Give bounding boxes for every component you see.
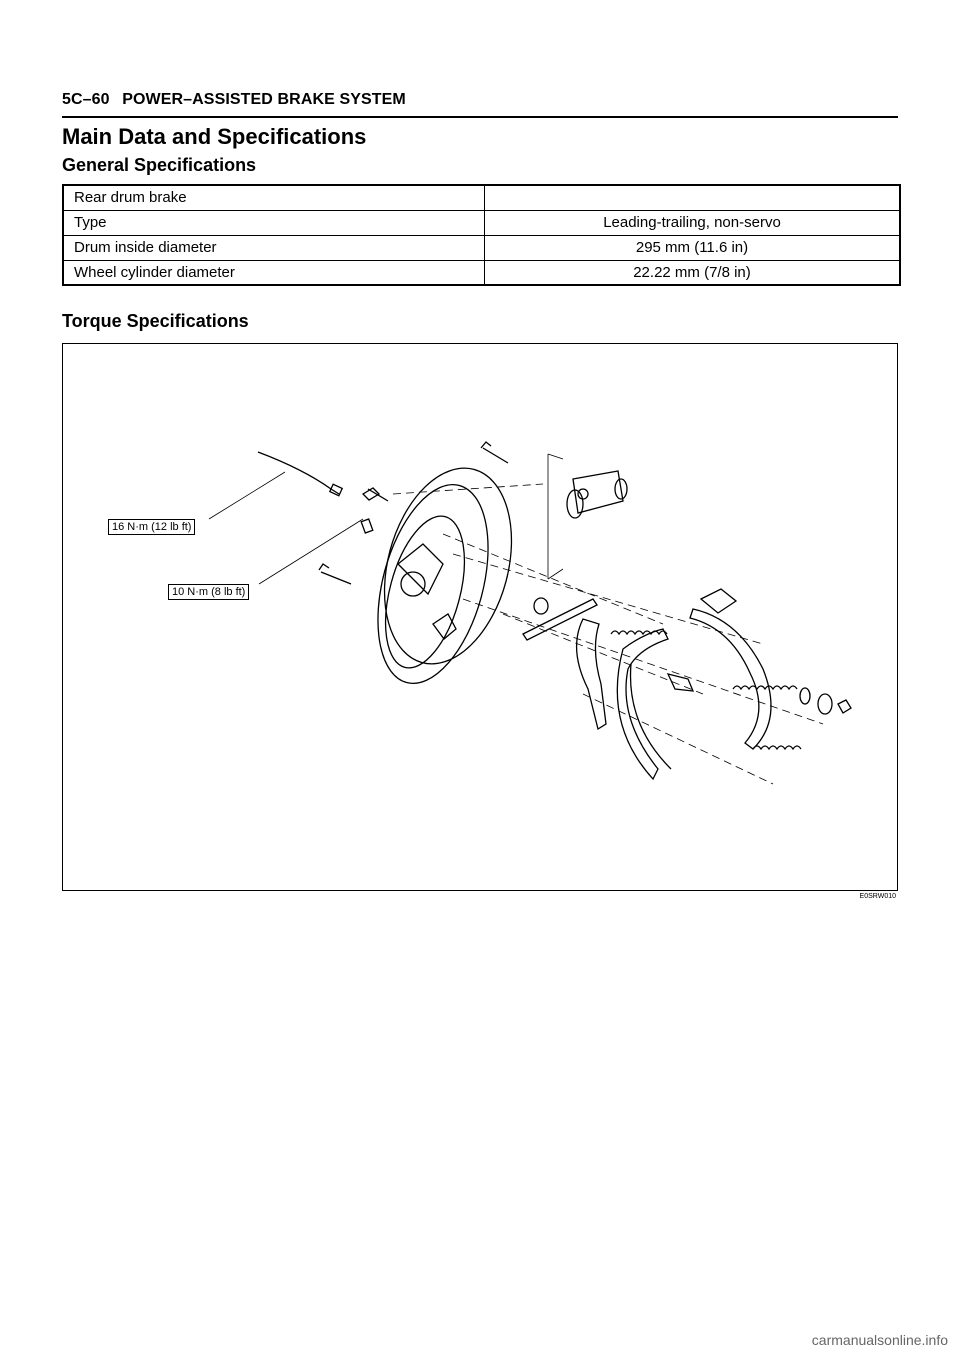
torque-specifications-heading: Torque Specifications xyxy=(62,311,249,331)
section-number: 5C–60 xyxy=(62,91,110,108)
page-header xyxy=(62,91,406,109)
torque-label-cable: 16 N·m (12 lb ft) xyxy=(108,519,195,535)
spec-label: Type xyxy=(63,210,485,235)
spec-value: Leading-trailing, non-servo xyxy=(485,210,901,235)
figure-code: E0SRW010 xyxy=(859,893,896,900)
spring xyxy=(753,746,801,749)
table-row xyxy=(63,210,900,235)
spec-value: 295 mm (11.6 in) xyxy=(485,235,901,260)
table-row xyxy=(63,185,900,210)
spring xyxy=(611,631,667,634)
section-title: POWER–ASSISTED BRAKE SYSTEM xyxy=(122,91,406,108)
parking-lever xyxy=(577,619,606,729)
parking-cable xyxy=(258,452,339,494)
page-title: Main Data and Specifications xyxy=(62,124,367,149)
spec-label: Rear drum brake xyxy=(63,185,485,210)
brake-shoe xyxy=(690,609,771,749)
hold-down-spring xyxy=(818,694,832,714)
watermark: carmanualsonline.info xyxy=(811,1332,948,1348)
bolt xyxy=(319,564,351,584)
torque-label-bolt: 10 N·m (8 lb ft) xyxy=(168,584,249,600)
bolt xyxy=(481,442,508,463)
table-row xyxy=(63,260,900,285)
spring xyxy=(733,686,797,689)
brake-exploded-diagram xyxy=(62,343,898,891)
spec-value: 22.22 mm (7/8 in) xyxy=(485,260,901,285)
bolt xyxy=(363,488,388,501)
header-rule xyxy=(62,116,898,118)
brake-assembly-illustration xyxy=(63,344,897,890)
general-specifications-heading: General Specifications xyxy=(62,155,257,175)
spec-label: Wheel cylinder diameter xyxy=(63,260,485,285)
general-specifications-table xyxy=(62,184,901,286)
spec-label: Drum inside diameter xyxy=(63,235,485,260)
spec-value xyxy=(485,185,901,210)
table-row xyxy=(63,235,900,260)
